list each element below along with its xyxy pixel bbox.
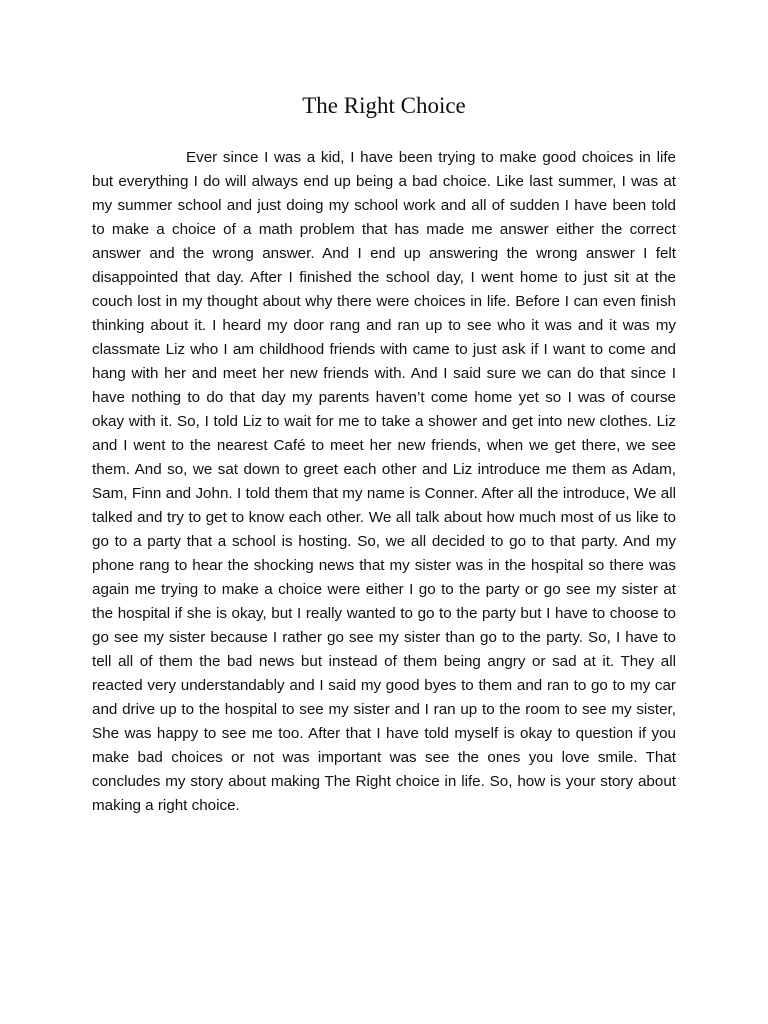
document-title: The Right Choice	[302, 93, 466, 118]
story-paragraph: Ever since I was a kid, I have been trying to make good choices in life but everything I do will always end up being a bad choice. Like last summer, I was at my summer school and just doing my school work and all of sudden I have been told to make a choice of a math problem that has made me answer either the correct answer and the wrong answer. And I end up answering the wrong answer I felt disappointed that day. After I finished the school day, I went home to just sit at the couch lost in my thought about why there were choices in life. Before I can even finish thinking about it. I heard my door rang and ran up to see who it was and it was my classmate Liz who I am childhood friends with came to just ask if I want to come and hang with her and meet her new friends with. And I said sure we can do that since I have nothing to do that day my parents haven’t come home yet so I was of course okay with it. So, I told Liz to wait for me to take a shower and get into new clothes. Liz and I went to the nearest Café to meet her new friends, when we get there, we see them. And so, we sat down to greet each other and Liz introduce me them as Adam, Sam, Finn and John. I told them that my name is Conner. After all the introduce, We all talked and try to get to know each other. We all talk about how much most of us like to go to a party that a school is hosting. So, we all decided to go to that party. And my phone rang to hear the shocking news that my sister was in the hospital so there was again me trying to make a choice were either I go to the party or go see my sister at the hospital if she is okay, but I really wanted to go to the party but I have to choose to go see my sister because I rather go see my sister than go to the party. So, I have to tell all of them the bad news but instead of them being angry or sad at it. They all reacted very understandably and I said my good byes to them and ran to go to my car and drive up to the hospital to see my sister and I ran up to the room to see my sister, She was happy to see me too. After that I have told myself is okay to question if you make bad choices or not was important was see the ones you love smile. That concludes my story about making The Right choice in life. So, how is your story about making a right choice.	[92, 148, 676, 814]
